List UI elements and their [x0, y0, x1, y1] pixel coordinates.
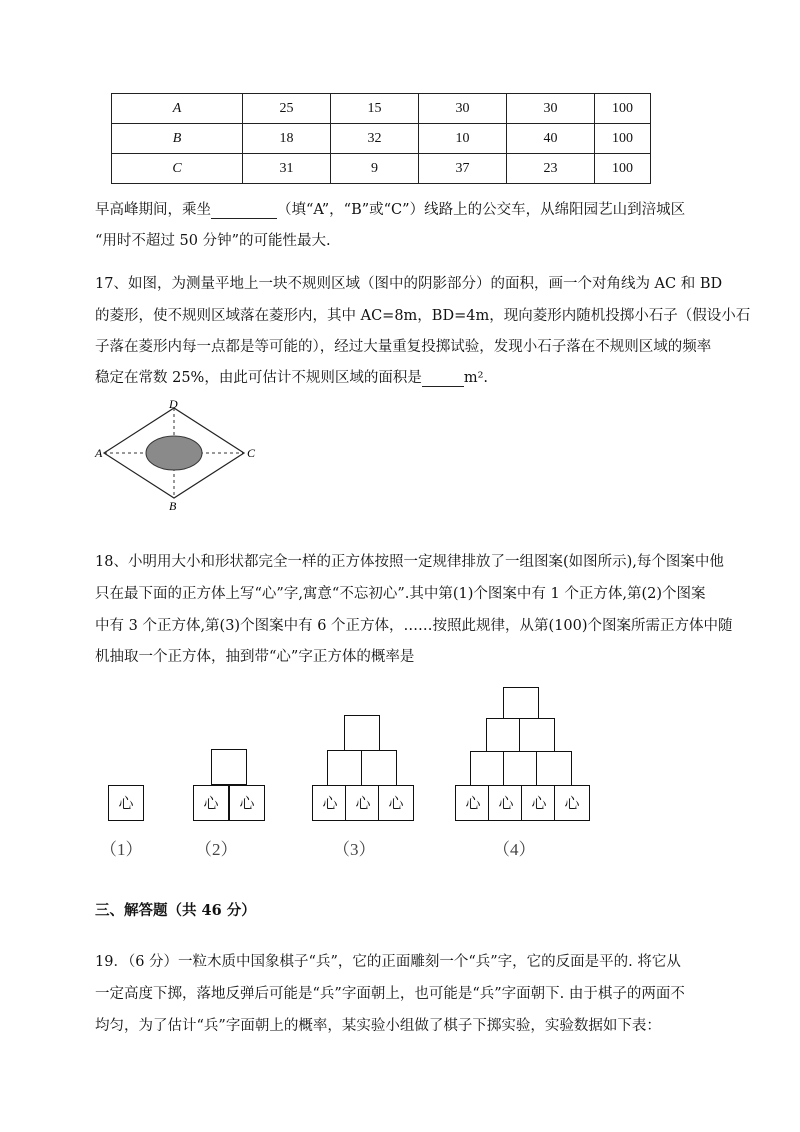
shaded-region [146, 436, 202, 470]
table-cell: 31 [243, 154, 331, 184]
table-cell: 32 [331, 124, 419, 154]
label-a: A [95, 446, 103, 460]
cube [470, 751, 506, 787]
q17-line4 [95, 366, 488, 387]
table-cell: 23 [507, 154, 595, 184]
cube-xin: 心 [554, 785, 590, 821]
q18-line4: 机抽取一个正方体，抽到带“心”字正方体的概率是 [95, 649, 415, 665]
q19-line1: 19．（6 分）一粒木质中国象棋子“兵”，它的正面雕刻一个“兵”字，它的反面是平的. 将它从 [95, 954, 681, 970]
table-cell: 37 [419, 154, 507, 184]
rhombus-figure [92, 398, 267, 513]
q18-line2: 只在最下面的正方体上写“心”字,寓意“不忘初心”.其中第(1)个图案中有 1 个正方体,第(2)个图案 [95, 586, 706, 602]
table-cell: 100 [595, 124, 651, 154]
cube [344, 715, 380, 751]
table-cell: 100 [595, 154, 651, 184]
cube-xin: 心 [229, 785, 265, 821]
cube [361, 750, 397, 786]
table-cell: 25 [243, 94, 331, 124]
cube-xin: 心 [193, 785, 229, 821]
table-cell: 40 [507, 124, 595, 154]
q16-line1 [95, 198, 685, 219]
table-row [112, 124, 651, 154]
pattern-label-4: （4） [493, 840, 536, 859]
section-heading: 三、解答题（共 46 分） [95, 902, 256, 919]
label-c: C [247, 446, 256, 460]
label-b: B [169, 499, 177, 513]
q17-line1: 17、如图，为测量平地上一块不规则区域（图中的阴影部分）的面积，画一个对角线为 AC 和 BD [95, 276, 723, 292]
cube [486, 718, 522, 754]
cube [519, 718, 555, 754]
table-cell: 30 [507, 94, 595, 124]
table-cell: 30 [419, 94, 507, 124]
pattern-label-2: （2） [195, 840, 238, 859]
route-cell: C [112, 154, 243, 184]
route-time-table [111, 93, 651, 184]
route-cell: B [112, 124, 243, 154]
q17-line3: 子落在菱形内每一点都是等可能的），经过大量重复投掷试验，发现小石子落在不规则区域的频率 [95, 339, 712, 355]
cube-xin: 心 [378, 785, 414, 821]
cube [503, 751, 539, 787]
q19-line2: 一定高度下掷，落地反弹后可能是“兵”字面朝上，也可能是“兵”字面朝下. 由于棋子的两面不 [95, 986, 685, 1002]
table-cell: 18 [243, 124, 331, 154]
q18-line3: 中有 3 个正方体,第(3)个图案中有 6 个正方体，……按照此规律，从第(100)个图案所需正方体中随 [95, 618, 733, 634]
table-cell: 9 [331, 154, 419, 184]
q16-text-a: 早高峰期间，乘坐 [95, 202, 211, 218]
q17-line2: 的菱形，使不规则区域落在菱形内，其中 AC=8m，BD=4m，现向菱形内随机投掷小石子（假设小石 [95, 308, 751, 324]
table-cell: 15 [331, 94, 419, 124]
cube-xin: 心 [312, 785, 348, 821]
q17-text-a: 稳定在常数 25%，由此可估计不规则区域的面积是 [95, 370, 422, 386]
q16-text-b: （填“A”，“B”或“C”）线路上的公交车，从绵阳园艺山到涪城区 [277, 202, 686, 218]
q16-line2: “用时不超过 50 分钟”的可能性最大. [95, 233, 331, 249]
cube [327, 750, 363, 786]
cube [211, 749, 247, 785]
table-row [112, 94, 651, 124]
pattern-label-1: （1） [100, 840, 143, 859]
cube-xin: 心 [488, 785, 524, 821]
cube-xin: 心 [521, 785, 557, 821]
cube-xin: 心 [345, 785, 381, 821]
q19-line3: 均匀，为了估计“兵”字面朝上的概率，某实验小组做了棋子下掷实验，实验数据如下表： [95, 1018, 661, 1034]
q18-line1: 18、小明用大小和形状都完全一样的正方体按照一定规律排放了一组图案(如图所示),每个图案中他 [95, 554, 724, 570]
q17-text-b: m². [463, 370, 489, 386]
table-cell: 10 [419, 124, 507, 154]
route-cell: A [112, 94, 243, 124]
answer-blank[interactable] [422, 370, 464, 387]
cube-xin: 心 [455, 785, 491, 821]
answer-blank[interactable] [211, 202, 277, 219]
cube [536, 751, 572, 787]
cube-xin: 心 [108, 785, 144, 821]
label-d: D [169, 398, 178, 411]
pattern-label-3: （3） [333, 840, 376, 859]
table-row [112, 154, 651, 184]
table-cell: 100 [595, 94, 651, 124]
